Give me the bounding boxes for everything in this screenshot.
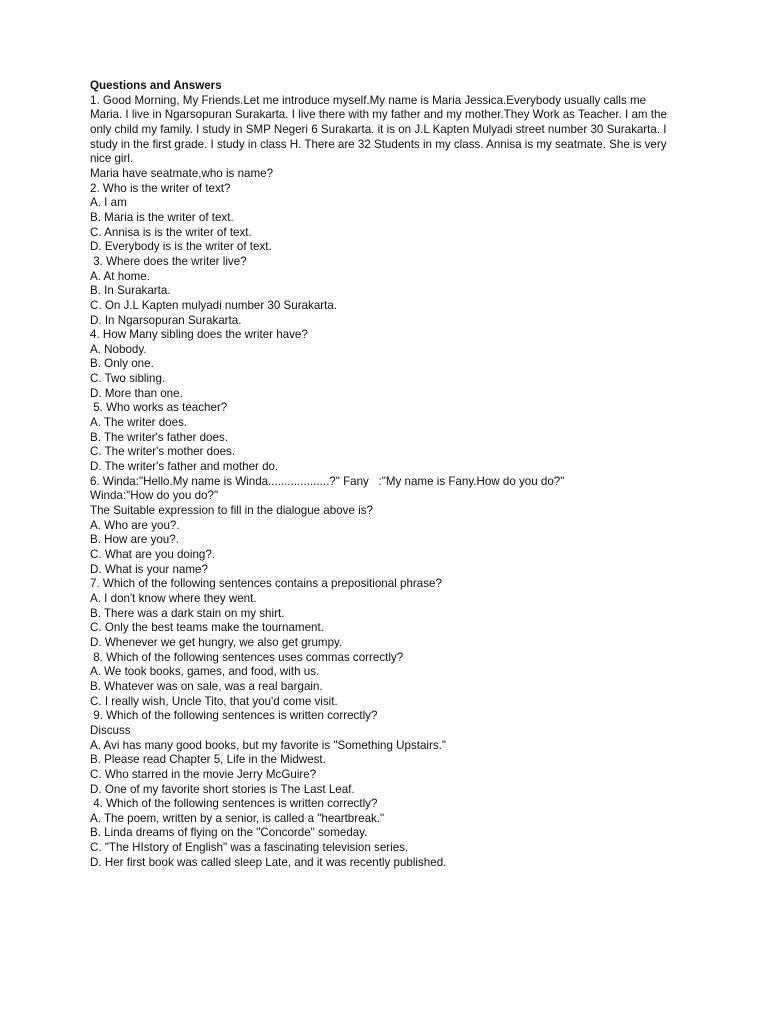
text-line: D. In Ngarsopuran Surakarta.: [90, 313, 242, 327]
text-line: C. Annisa is is the writer of text.: [90, 225, 252, 239]
text-line: Discuss: [90, 723, 131, 737]
text-line: D. One of my favorite short stories is The Last Leaf.: [90, 782, 355, 796]
text-line: Maria have seatmate,who is name?: [90, 166, 274, 180]
text-line: B. Only one.: [90, 357, 154, 371]
text-line: C. On J.L Kapten mulyadi number 30 Surakarta.: [90, 298, 338, 312]
text-line: B. Maria is the writer of text.: [90, 210, 234, 224]
text-line: D. Whenever we get hungry, we also get grumpy.: [90, 635, 343, 649]
text-line: A. Avi has many good books, but my favorite is "Something Upstairs.": [90, 738, 446, 752]
document-body: [90, 79, 680, 870]
text-line: A. The writer does.: [90, 416, 188, 430]
question-list: [90, 167, 680, 871]
text-line: A. I don't know where they went.: [90, 591, 257, 605]
text-line: Winda:"How do you do?": [90, 489, 219, 503]
text-line: 9. Which of the following sentences is written correctly?: [90, 709, 378, 723]
text-line: A. We took books, games, and food, with us.: [90, 665, 320, 679]
text-line: 5. Who works as teacher?: [90, 401, 228, 415]
text-line: B. Please read Chapter 5, Life in the Midwest.: [90, 753, 326, 767]
text-line: A. Nobody.: [90, 342, 147, 356]
text-line: 4. How Many sibling does the writer have?: [90, 328, 308, 342]
text-line: C. "The HIstory of English" was a fascinating television series.: [90, 841, 409, 855]
text-line: 3. Where does the writer live?: [90, 254, 247, 268]
text-line: C. I really wish, Uncle Tito, that you'd come visit.: [90, 694, 338, 708]
text-line: B. In Surakarta.: [90, 284, 171, 298]
text-line: D. Everybody is is the writer of text.: [90, 240, 272, 254]
reading-passage: 1. Good Morning, My Friends.Let me introduce myself.My name is Maria Jessica.Everybody usually calls me Maria. I live in Ngarsopuran Surakarta. I live there with my father and my mother.They Work as Teacher. I am the only child my family. I study in SMP Negeri 6 Surakarta. it is on J.L Kapten Mulyadi street number 30 Surakarta. I study in the first grade. I study in class H. There are 32 Students in my class. Annisa is my seatmate. She is very nice girl.: [90, 93, 667, 166]
text-line: C. What are you doing?.: [90, 548, 216, 561]
text-line: A. At home.: [90, 269, 150, 283]
text-line: B. The writer's father does.: [90, 430, 228, 444]
text-line: A. The poem, written by a senior, is called a "heartbreak.": [90, 811, 385, 825]
text-line: C. Two sibling.: [90, 372, 166, 386]
text-line: B. Linda dreams of flying on the "Concorde" someday.: [90, 826, 368, 840]
text-line: B. Whatever was on sale, was a real bargain.: [90, 679, 323, 693]
text-line: C. Who starred in the movie Jerry McGuire?: [90, 767, 317, 781]
text-line: 7. Which of the following sentences contains a prepositional phrase?: [90, 577, 442, 591]
text-line: D. The writer's father and mother do.: [90, 460, 279, 474]
text-line: A. Who are you?.: [90, 518, 180, 532]
text-line: D. What is your name?: [90, 562, 208, 576]
text-line: 2. Who is the writer of text?: [90, 181, 231, 195]
text-line: D. More than one.: [90, 386, 183, 400]
text-line: A. I am: [90, 196, 127, 210]
text-line: D. Her first book was called sleep Late, and it was recently published.: [90, 855, 447, 869]
text-line: C. The writer's mother does.: [90, 445, 236, 459]
text-line: 4. Which of the following sentences is written correctly?: [90, 797, 378, 811]
text-line: B. How are you?.: [90, 533, 179, 547]
text-line: The Suitable expression to fill in the dialogue above is?: [90, 504, 373, 518]
document-heading: Questions and Answers: [90, 79, 222, 92]
text-line: C. Only the best teams make the tournament.: [90, 621, 324, 635]
text-line: 8. Which of the following sentences uses commas correctly?: [90, 650, 404, 664]
text-line: B. There was a dark stain on my shirt.: [90, 606, 285, 620]
text-line: 6. Winda:"Hello.My name is Winda...................?" Fany :"My name is Fany.How do you do?": [90, 474, 565, 488]
